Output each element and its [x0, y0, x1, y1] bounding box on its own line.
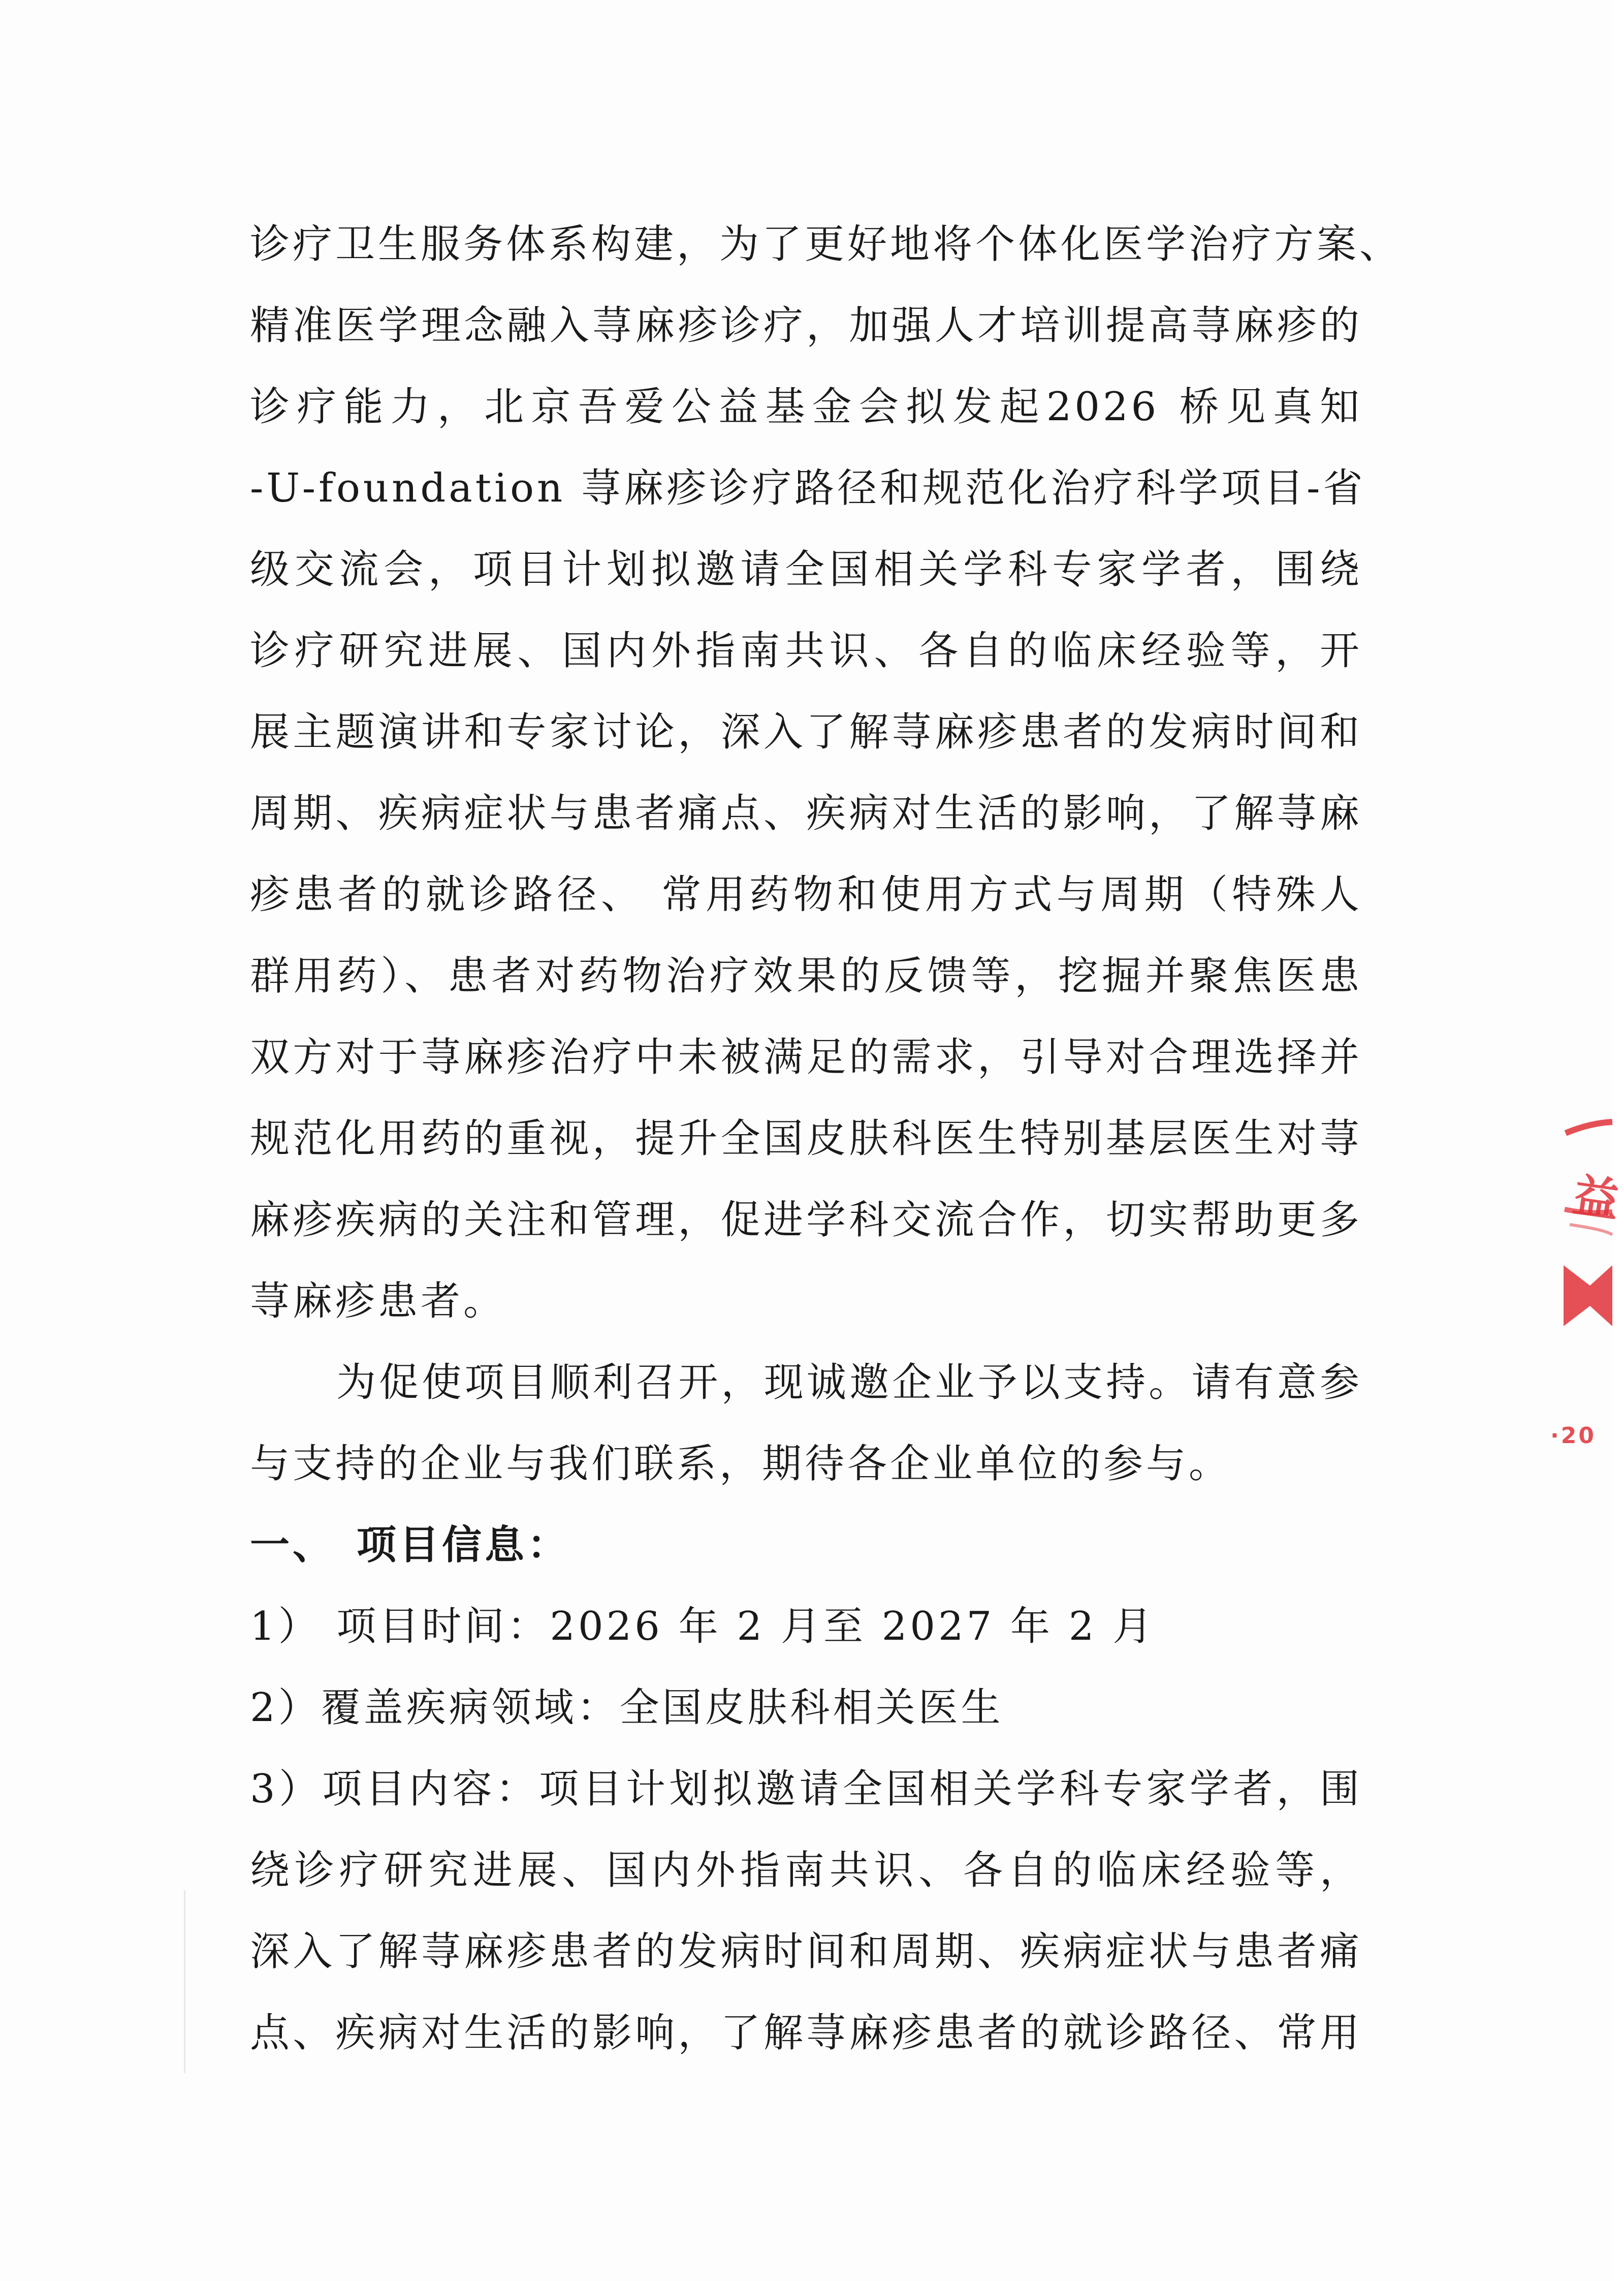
paragraph-line: 为促使项目顺利召开，现诚邀企业予以支持。请有意参	[336, 1360, 1362, 1405]
paragraph-line: 级交流会，项目计划拟邀请全国相关学科专家学者，围绕	[250, 547, 1362, 592]
section-title: 项目信息：	[357, 1522, 570, 1568]
paragraph-line: -U-foundation 荨麻疹诊疗路径和规范化治疗科学项目-省	[250, 465, 1366, 511]
section-heading	[250, 1520, 570, 1571]
paragraph-line: 诊疗卫生服务体系构建，为了更好地将个体化医学治疗方案、	[250, 222, 1403, 267]
list-item: 3）项目内容：项目计划拟邀请全国相关学科专家学者，围	[250, 1766, 1362, 1812]
paragraph-line: 展主题演讲和专家讨论，深入了解荨麻疹患者的发病时间和	[250, 709, 1362, 755]
section-number: 一、	[250, 1522, 336, 1568]
list-item: 深入了解荨麻疹患者的发病时间和周期、疾病症状与患者痛	[250, 1929, 1362, 1975]
paragraph-line: 规范化用药的重视，提升全国皮肤科医生特别基层医生对荨	[250, 1116, 1362, 1162]
paragraph-line: 双方对于荨麻疹治疗中未被满足的需求，引导对合理选择并	[250, 1035, 1362, 1080]
paragraph-line: 麻疹疾病的关注和管理，促进学科交流合作，切实帮助更多	[250, 1197, 1362, 1243]
paragraph-line: 精准医学理念融入荨麻疹诊疗，加强人才培训提高荨麻疹的	[250, 303, 1362, 349]
seal-text: 益	[1569, 1168, 1622, 1228]
paragraph-line: 与支持的企业与我们联系，期待各企业单位的参与。	[250, 1441, 1232, 1487]
list-item: 点、疾病对生活的影响，了解荨麻疹患者的就诊路径、常用	[250, 2010, 1362, 2056]
scan-artifact	[184, 1890, 185, 2073]
list-item: 1） 项目时间：2026 年 2 月至 2027 年 2 月	[250, 1604, 1156, 1649]
paragraph-line: 周期、疾病症状与患者痛点、疾病对生活的影响，了解荨麻	[250, 791, 1362, 836]
paragraph-line: 荨麻疹患者。	[250, 1278, 506, 1324]
paragraph-line: 疹患者的就诊路径、 常用药物和使用方式与周期（特殊人	[250, 872, 1362, 918]
paragraph-line: 诊疗研究进展、国内外指南共识、各自的临床经验等，开	[250, 628, 1362, 674]
seal-number: ·20	[1550, 1423, 1596, 1449]
list-item: 绕诊疗研究进展、国内外指南共识、各自的临床经验等，	[250, 1848, 1362, 1893]
paragraph-line: 群用药）、患者对药物治疗效果的反馈等，挖掘并聚焦医患	[250, 953, 1362, 999]
paragraph-line: 诊疗能力，北京吾爱公益基金会拟发起2026 桥见真知	[250, 384, 1362, 430]
list-item: 2）覆盖疾病领域：全国皮肤科相关医生	[250, 1685, 1004, 1731]
